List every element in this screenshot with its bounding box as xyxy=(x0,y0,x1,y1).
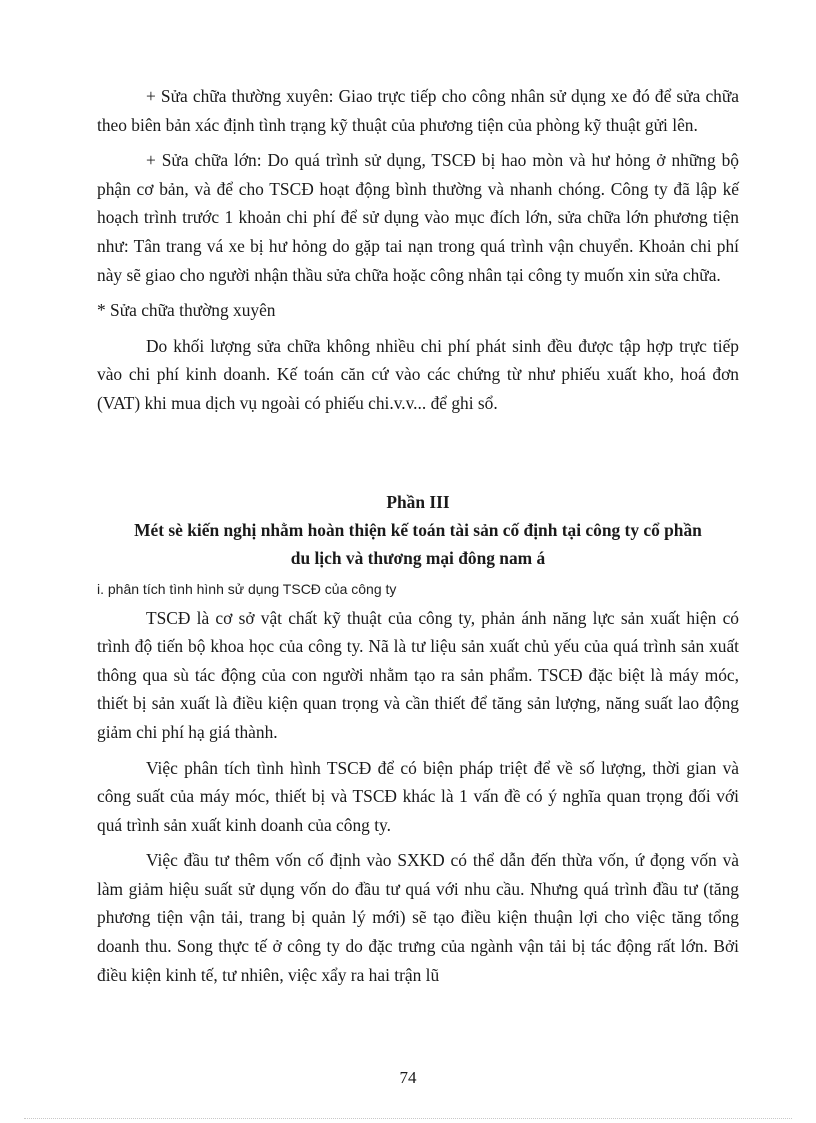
paragraph-regular-repair-detail: Do khối lượng sửa chữa không nhiều chi phí phát sinh đều được tập hợp trực tiếp vào chi phí kinh doanh. Kế toán căn cứ vào các chứng từ như phiếu xuất kho, hoá đơn (VAT) khi mua dịch vụ ngoài có phiếu chi.v.v... để ghi sổ. xyxy=(97,335,739,413)
paragraph-investment: Việc đầu tư thêm vốn cố định vào SXKD có thể dẫn đến thừa vốn, ứ đọng vốn và làm giảm hiệu suất sử dụng vốn do đầu tư quá với nhu cầu. Nhưng quá trình đầu tư (tăng phương tiện vận tải, trang bị quản lý mới) sẽ tạo điều kiện thuận lợi cho việc tăng tổng doanh thu. Song thực tế ở công ty do đặc trưng của ngành vận tải bị tác động rất lớn. Bởi điều kiện kinh tế, tư nhiên, việc xẩy ra hai trận lũ xyxy=(97,850,739,985)
paragraph-major-repair: + Sửa chữa lớn: Do quá trình sử dụng, TSCĐ bị hao mòn và hư hỏng ở những bộ phận cơ bản, và để cho TSCĐ hoạt động bình thường và nhanh chóng. Công ty đã lập kế hoạch trình trước 1 khoản chi phí để sử dụng vào mục đích lớn, sửa chữa lớn phương tiện như: Tân trang vá xe bị hư hỏng do gặp tai nạn trong quá trình vận chuyển. Khoản chi phí này sẽ giao cho người nhận thầu sửa chữa hoặc công nhân tại công ty muốn xin sửa chữa. xyxy=(97,150,739,285)
part-title-line-1: Mét sè kiến nghị nhằm hoàn thiện kế toán tài sản cố định tại công ty cổ phần xyxy=(134,519,702,540)
part-title-line-2: du lịch và thương mại đông nam á xyxy=(290,547,546,568)
note-regular-repair: * Sửa chữa thường xuyên xyxy=(97,300,276,321)
section-heading: i. phân tích tình hình sử dụng TSCĐ của công ty xyxy=(97,580,397,597)
part-heading: Phần III xyxy=(386,491,450,512)
footer-divider xyxy=(24,1118,792,1119)
page-content xyxy=(97,82,739,989)
paragraph-tscd-analysis: Việc phân tích tình hình TSCĐ để có biện pháp triệt để về số lượng, thời gian và công suất của máy móc, thiết bị và TSCĐ khác là 1 vấn đề có ý nghĩa quan trọng đối với quá trình sản xuất kinh doanh của công ty. xyxy=(97,757,739,835)
paragraph-regular-repair: + Sửa chữa thường xuyên: Giao trực tiếp cho công nhân sử dụng xe đó để sửa chữa theo biên bản xác định tình trạng kỹ thuật của phương tiện của phòng kỹ thuật gửi lên. xyxy=(97,86,739,135)
paragraph-tscd-definition: TSCĐ là cơ sở vật chất kỹ thuật của công ty, phản ánh năng lực sản xuất hiện có trình độ tiến bộ khoa học của công ty. Nã là tư liệu sản xuất chủ yếu của quá trình sản xuất thông qua sù tác động của con người nhằm tạo ra sản phẩm. TSCĐ đặc biệt là máy móc, thiết bị sản xuất là điều kiện quan trọng và cần thiết để tăng sản lượng, năng suất lao động giảm chi phí hạ giá thành. xyxy=(97,607,739,742)
page-number: 74 xyxy=(399,1068,417,1087)
